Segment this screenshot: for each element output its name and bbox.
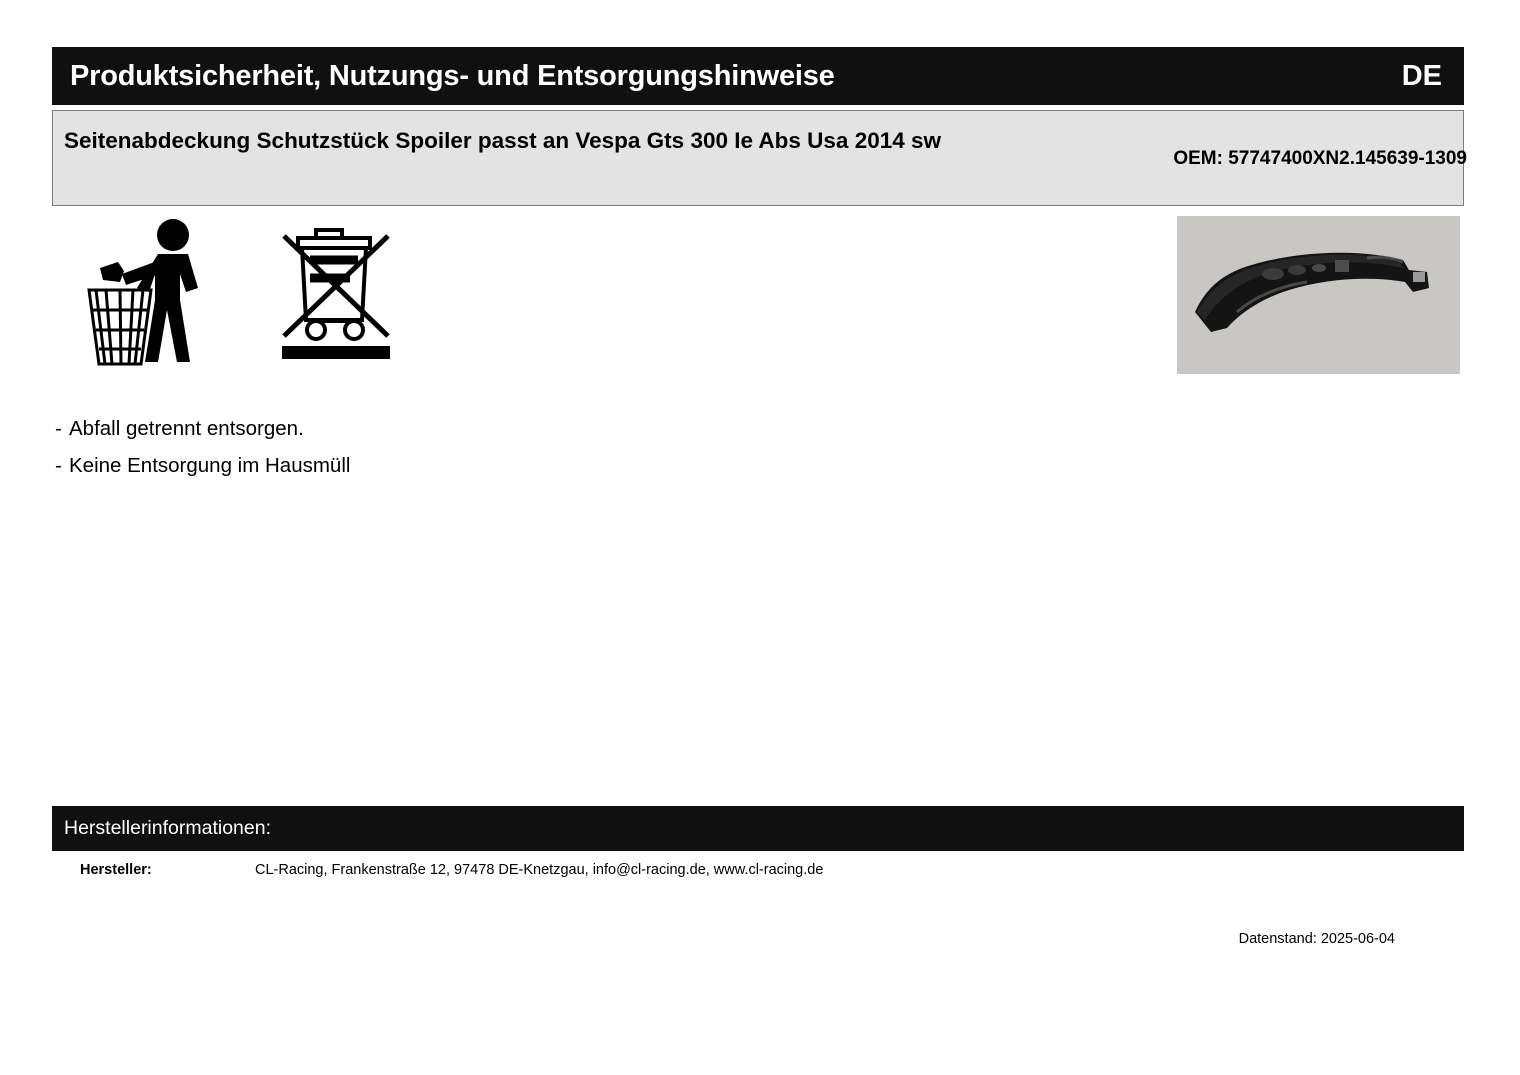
list-item <box>55 410 855 447</box>
manufacturer-section-label: Herstellerinformationen: <box>64 817 272 839</box>
bullet-dash: - <box>55 454 62 477</box>
manufacturer-value: CL-Racing, Frankenstraße 12, 97478 DE-Knetzgau, info@cl-racing.de, www.cl-racing.de <box>255 862 824 878</box>
manufacturer-key: Hersteller: <box>80 862 152 878</box>
bullet-dash: - <box>55 417 62 440</box>
weee-crossed-out-wheelie-bin-icon <box>276 218 396 366</box>
manufacturer-row <box>52 862 1464 886</box>
product-title: Seitenabdeckung Schutzstück Spoiler passt an Vespa Gts 300 Ie Abs Usa 2014 sw <box>64 128 942 153</box>
oem-number: OEM: 57747400XN2.145639-1309 <box>1173 148 1467 169</box>
product-subheader <box>52 110 1467 206</box>
litter-bin-icon <box>80 218 220 373</box>
language-code: DE <box>1401 59 1442 92</box>
document-header-bar <box>52 47 1464 105</box>
pictogram-area <box>80 218 420 378</box>
disposal-notes-list <box>55 410 855 484</box>
datenstand-text: Datenstand: 2025-06-04 <box>1238 931 1395 947</box>
manufacturer-section-bar <box>52 806 1464 851</box>
page-title: Produktsicherheit, Nutzungs- und Entsorgungshinweise <box>70 59 835 92</box>
note-text: Keine Entsorgung im Hausmüll <box>69 454 351 477</box>
note-text: Abfall getrennt entsorgen. <box>69 417 304 440</box>
list-item <box>55 447 855 484</box>
product-photo-image <box>1177 216 1460 374</box>
product-photo <box>1177 216 1460 374</box>
